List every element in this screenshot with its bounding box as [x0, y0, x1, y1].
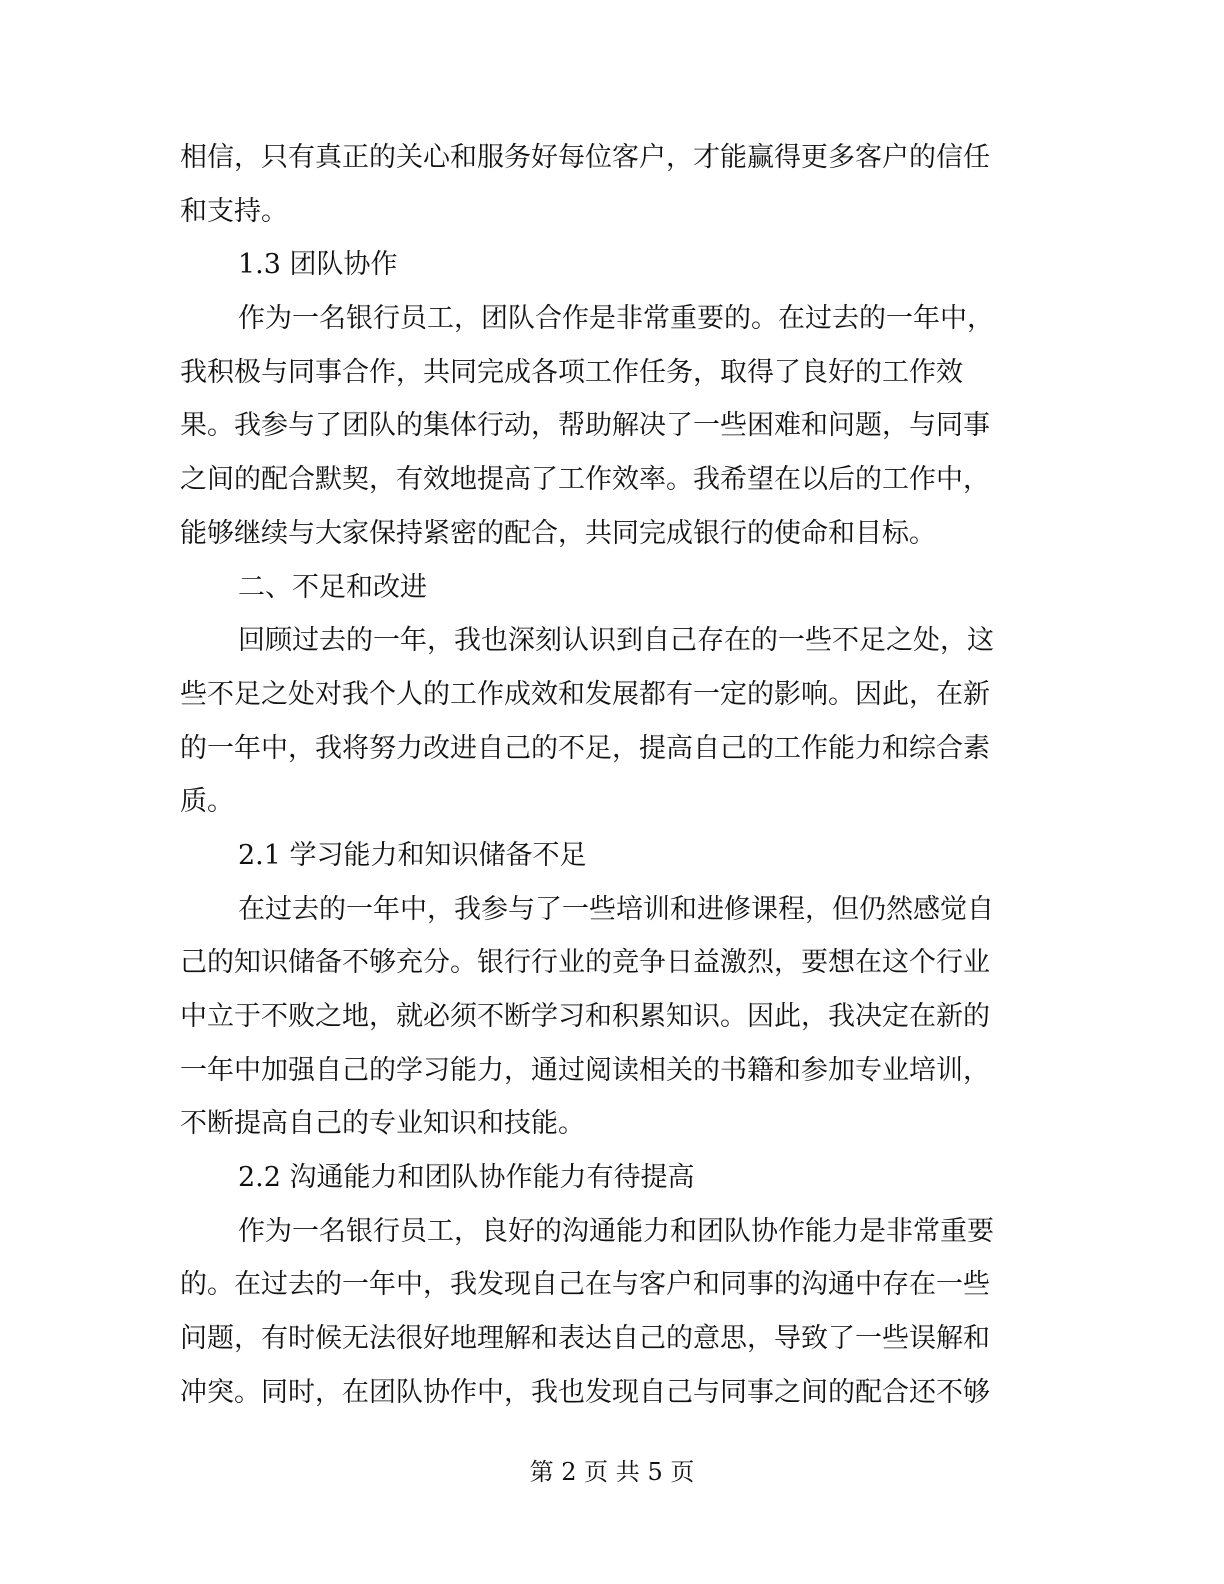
- paragraph-line: 一年中加强自己的学习能力，通过阅读相关的书籍和参加专业培训，: [180, 1054, 990, 1086]
- paragraph-line: 相信，只有真正的关心和服务好每位客户，才能赢得更多客户的信任: [180, 142, 990, 173]
- document-body: [180, 131, 1015, 1420]
- paragraph-line: 回顾过去的一年，我也深刻认识到自己存在的一些不足之处，这: [238, 625, 994, 657]
- paragraph-line: 的。在过去的一年中，我发现自己在与客户和同事的沟通中存在一些: [180, 1269, 990, 1301]
- paragraph-line: 果。我参与了团队的集体行动，帮助解决了一些困难和问题，与同事: [180, 410, 990, 442]
- paragraph-line: 和支持。: [180, 195, 288, 227]
- paragraph-line: 作为一名银行员工，良好的沟通能力和团队协作能力是非常重要: [238, 1215, 994, 1247]
- paragraph-line: 不断提高自己的专业知识和技能。: [180, 1108, 585, 1140]
- section-heading: 2.2 沟通能力和团队协作能力有待提高: [238, 1162, 695, 1194]
- paragraph-line: 问题，有时候无法很好地理解和表达自己的意思，导致了一些误解和: [180, 1323, 990, 1355]
- paragraph-line: 作为一名银行员工，团队合作是非常重要的。在过去的一年中，: [238, 303, 994, 335]
- paragraph-line: 己的知识储备不够充分。银行行业的竞争日益激烈，要想在这个行业: [180, 947, 990, 979]
- paragraph-line: 中立于不败之地，就必须不断学习和积累知识。因此，我决定在新的: [180, 1001, 990, 1032]
- paragraph-line: 冲突。同时，在团队协作中，我也发现自己与同事之间的配合还不够: [180, 1376, 990, 1408]
- paragraph-line: 能够继续与大家保持紧密的配合，共同完成银行的使命和目标。: [180, 517, 936, 549]
- paragraph-line: 些不足之处对我个人的工作成效和发展都有一定的影响。因此，在新: [180, 678, 990, 710]
- paragraph-line: 的一年中，我将努力改进自己的不足，提高自己的工作能力和综合素: [180, 732, 990, 764]
- paragraph-line: 我积极与同事合作，共同完成各项工作任务，取得了良好的工作效: [180, 356, 963, 388]
- paragraph-line: 之间的配合默契，有效地提高了工作效率。我希望在以后的工作中，: [180, 464, 990, 496]
- paragraph-line: 质。: [180, 786, 234, 818]
- section-heading: 2.1 学习能力和知识储备不足: [238, 839, 587, 871]
- section-heading: 1.3 团队协作: [238, 249, 398, 281]
- page-number-footer: 第 2 页 共 5 页: [529, 1458, 695, 1486]
- paragraph-line: 在过去的一年中，我参与了一些培训和进修课程，但仍然感觉自: [238, 893, 994, 925]
- section-heading: 二、不足和改进: [238, 571, 427, 603]
